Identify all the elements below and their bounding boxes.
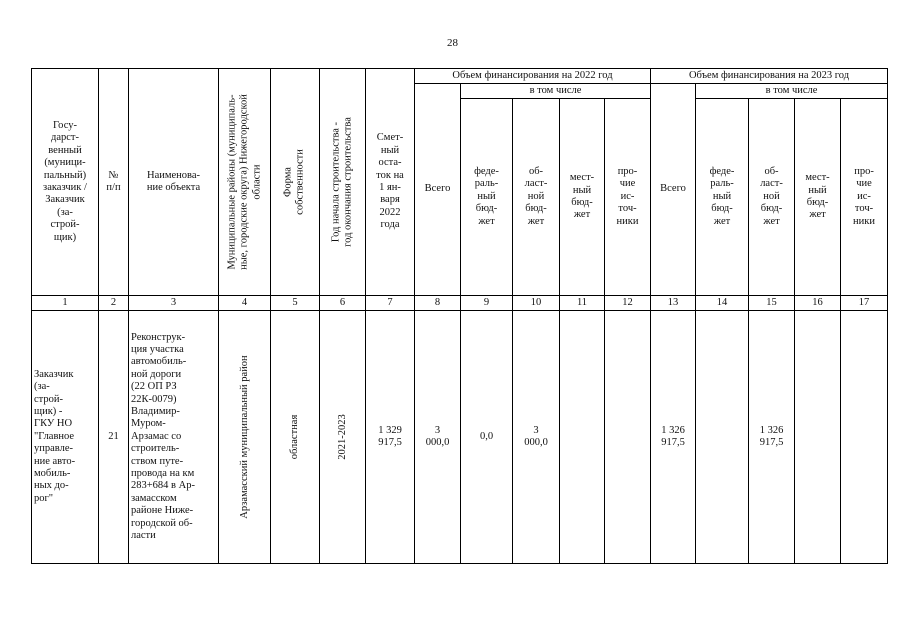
column-number: 15 [749,296,795,311]
header-regional-2023: об- ласт- ной бюд- жет [749,99,795,296]
column-number: 10 [513,296,560,311]
header-local-2023: мест- ный бюд- жет [795,99,841,296]
row-total-2023: 1 326 917,5 [651,311,696,564]
header-total-2022: Всего [415,84,461,296]
header-num: № п/п [99,69,129,296]
column-number: 2 [99,296,129,311]
financing-table [31,68,888,564]
header-estimate-balance: Смет- ный оста- ток на 1 ян- варя 2022 года [366,69,415,296]
row-local-2022 [560,311,605,564]
row-years: 2021-2023 [336,414,348,460]
header-including-2022: в том числе [461,84,651,99]
header-other-2023: про- чие ис- точ- ники [841,99,888,296]
column-number: 6 [320,296,366,311]
row-object-name: Реконструк- ция участка автомобиль- ной дороги (22 ОП РЗ 22К-0079) Владимир- Муром- Арзамас со строитель- ством путе- провода на км 283+684 в Ар- замасском районе Ниже- городской об- ласти [129,311,219,564]
row-estimate-balance: 1 329 917,5 [366,311,415,564]
row-other-2022 [605,311,651,564]
header-customer: Госу- дарст- венный (муници- пальный) заказчик / Заказчик (за- строй- щик) [32,69,99,296]
table-row [32,311,888,564]
header-funding-2022: Объем финансирования на 2022 год [415,69,651,84]
row-local-2023 [795,311,841,564]
row-ownership-cell [271,311,320,564]
header-ownership-cell [271,69,320,296]
header-years-cell [320,69,366,296]
header-districts: Муниципальные районы (муниципаль- ные, городские округа) Нижегородской области [225,94,262,270]
column-number: 17 [841,296,888,311]
column-number: 16 [795,296,841,311]
header-funding-2023: Объем финансирования на 2023 год [651,69,888,84]
header-districts-cell [219,69,271,296]
header-regional-2022: об- ласт- ной бюд- жет [513,99,560,296]
header-ownership: Форма собственности [282,149,306,215]
column-number: 11 [560,296,605,311]
row-regional-2023: 1 326 917,5 [749,311,795,564]
row-other-2023 [841,311,888,564]
header-total-2023: Всего [651,84,696,296]
header-including-2023: в том числе [696,84,888,99]
header-years: Год начала строительства - год окончания строительства [330,117,354,247]
column-number: 9 [461,296,513,311]
row-federal-2022: 0,0 [461,311,513,564]
column-number: 13 [651,296,696,311]
column-number: 14 [696,296,749,311]
column-number: 5 [271,296,320,311]
row-num: 21 [99,311,129,564]
column-number: 7 [366,296,415,311]
row-district: Арзамасский муниципальный район [238,355,250,519]
header-object-name: Наименова- ние объекта [129,69,219,296]
column-number: 8 [415,296,461,311]
column-number: 1 [32,296,99,311]
header-federal-2022: феде- раль- ный бюд- жет [461,99,513,296]
header-federal-2023: феде- раль- ный бюд- жет [696,99,749,296]
row-federal-2023 [696,311,749,564]
column-number: 4 [219,296,271,311]
row-years-cell [320,311,366,564]
header-other-2022: про- чие ис- точ- ники [605,99,651,296]
row-total-2022: 3 000,0 [415,311,461,564]
row-ownership: областная [288,414,300,460]
row-customer: Заказчик (за- строй- щик) - ГКУ НО "Главное управле- ние авто- мобиль- ных до- рог" [32,311,99,564]
row-regional-2022: 3 000,0 [513,311,560,564]
column-number-row [32,296,888,311]
header-local-2022: мест- ный бюд- жет [560,99,605,296]
column-number: 3 [129,296,219,311]
row-district-cell [219,311,271,564]
page-number: 28 [447,37,458,49]
column-number: 12 [605,296,651,311]
